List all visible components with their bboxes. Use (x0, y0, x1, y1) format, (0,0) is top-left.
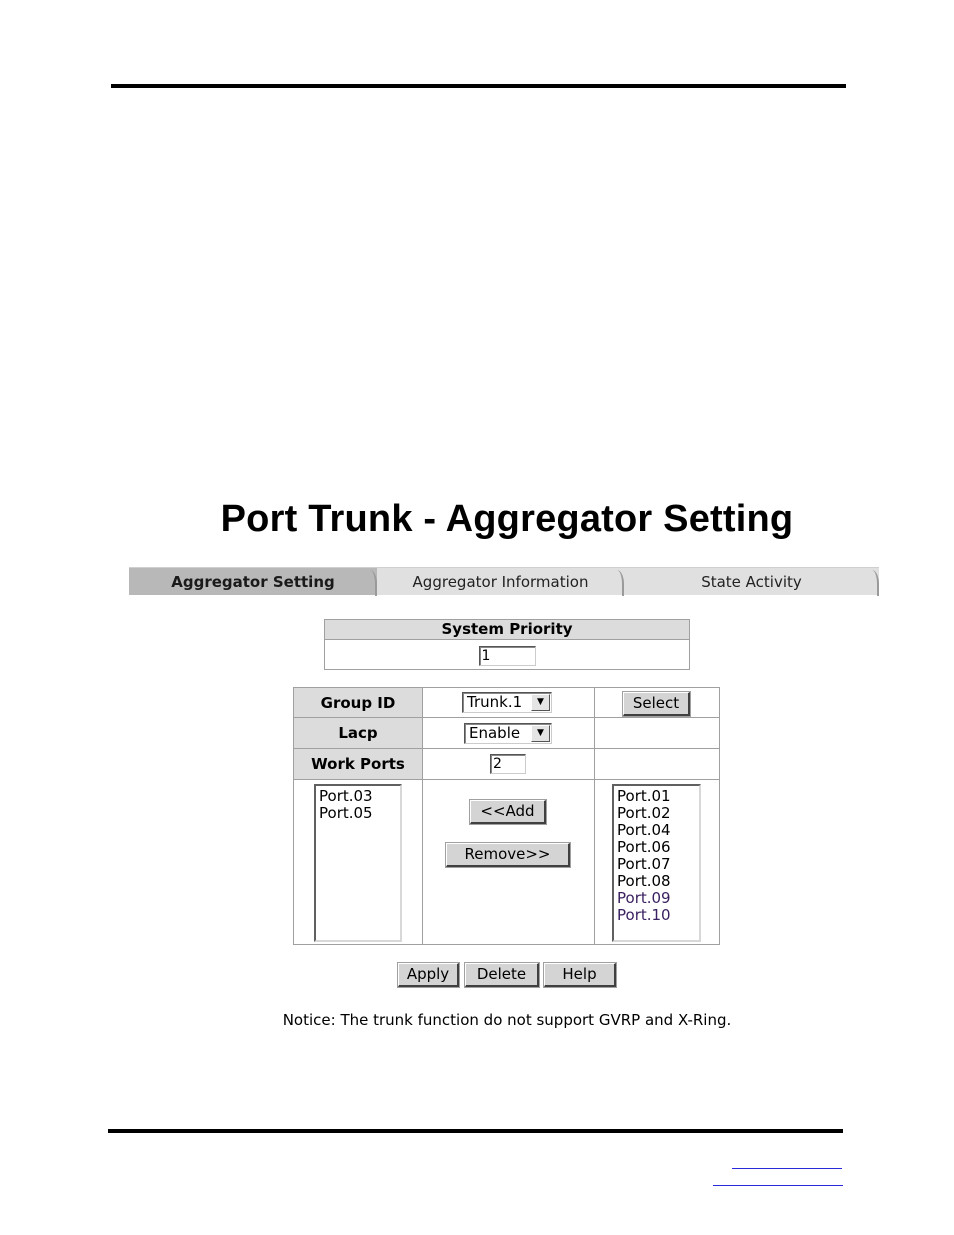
group-id-select[interactable] (462, 692, 552, 713)
list-item[interactable]: Port.02 (617, 804, 671, 822)
available-ports-list[interactable] (612, 784, 701, 942)
grid-divider (594, 688, 595, 944)
tab-state-activity[interactable] (624, 567, 879, 595)
list-item[interactable]: Port.03 (319, 787, 373, 805)
delete-button[interactable]: Delete (465, 963, 539, 987)
lacp-value: Enable (469, 724, 521, 742)
tab-label: Aggregator Setting (171, 573, 335, 591)
page-title: Port Trunk - Aggregator Setting (220, 498, 794, 540)
footer-link-underline[interactable] (732, 1168, 842, 1169)
notice-text: Notice: The trunk function do not support GVRP and X-Ring. (282, 1011, 732, 1029)
lacp-select[interactable] (464, 723, 552, 744)
lacp-label: Lacp (294, 718, 422, 749)
list-item[interactable]: Port.08 (617, 872, 671, 890)
system-priority-label: System Priority (325, 620, 689, 640)
tab-label: Aggregator Information (412, 573, 589, 591)
add-button[interactable]: <<Add (470, 800, 546, 824)
list-item[interactable]: Port.04 (617, 821, 671, 839)
footer-link-underline[interactable] (713, 1185, 843, 1186)
tab-aggregator-information[interactable] (377, 567, 624, 595)
select-button[interactable]: Select (623, 692, 690, 716)
list-item[interactable]: Port.05 (319, 804, 373, 822)
chevron-down-icon[interactable]: ▼ (531, 725, 550, 742)
tab-label: State Activity (701, 573, 802, 591)
list-item[interactable]: Port.10 (617, 906, 671, 924)
help-button[interactable]: Help (544, 963, 616, 987)
grid-divider (294, 717, 719, 718)
member-ports-list[interactable] (314, 784, 402, 942)
bottom-rule (108, 1129, 843, 1133)
tab-edge (617, 570, 624, 596)
top-rule (111, 84, 846, 88)
group-id-value: Trunk.1 (467, 693, 523, 711)
chevron-down-icon[interactable]: ▼ (531, 694, 550, 711)
group-id-label: Group ID (294, 688, 422, 718)
grid-divider (294, 748, 719, 749)
system-priority-input[interactable] (479, 646, 536, 666)
grid-divider (422, 688, 423, 944)
aggregator-form (293, 687, 720, 945)
tab-aggregator-setting[interactable] (129, 567, 377, 595)
list-item[interactable]: Port.06 (617, 838, 671, 856)
tab-edge (370, 570, 377, 596)
apply-button[interactable]: Apply (398, 963, 459, 987)
grid-divider (294, 779, 719, 780)
tab-edge (872, 570, 879, 596)
list-item[interactable]: Port.01 (617, 787, 671, 805)
work-ports-label: Work Ports (294, 749, 422, 780)
list-item[interactable]: Port.07 (617, 855, 671, 873)
remove-button[interactable]: Remove>> (446, 843, 570, 867)
system-priority-panel (324, 619, 690, 670)
work-ports-input[interactable] (490, 754, 526, 774)
list-item[interactable]: Port.09 (617, 889, 671, 907)
tab-bar (129, 567, 879, 595)
